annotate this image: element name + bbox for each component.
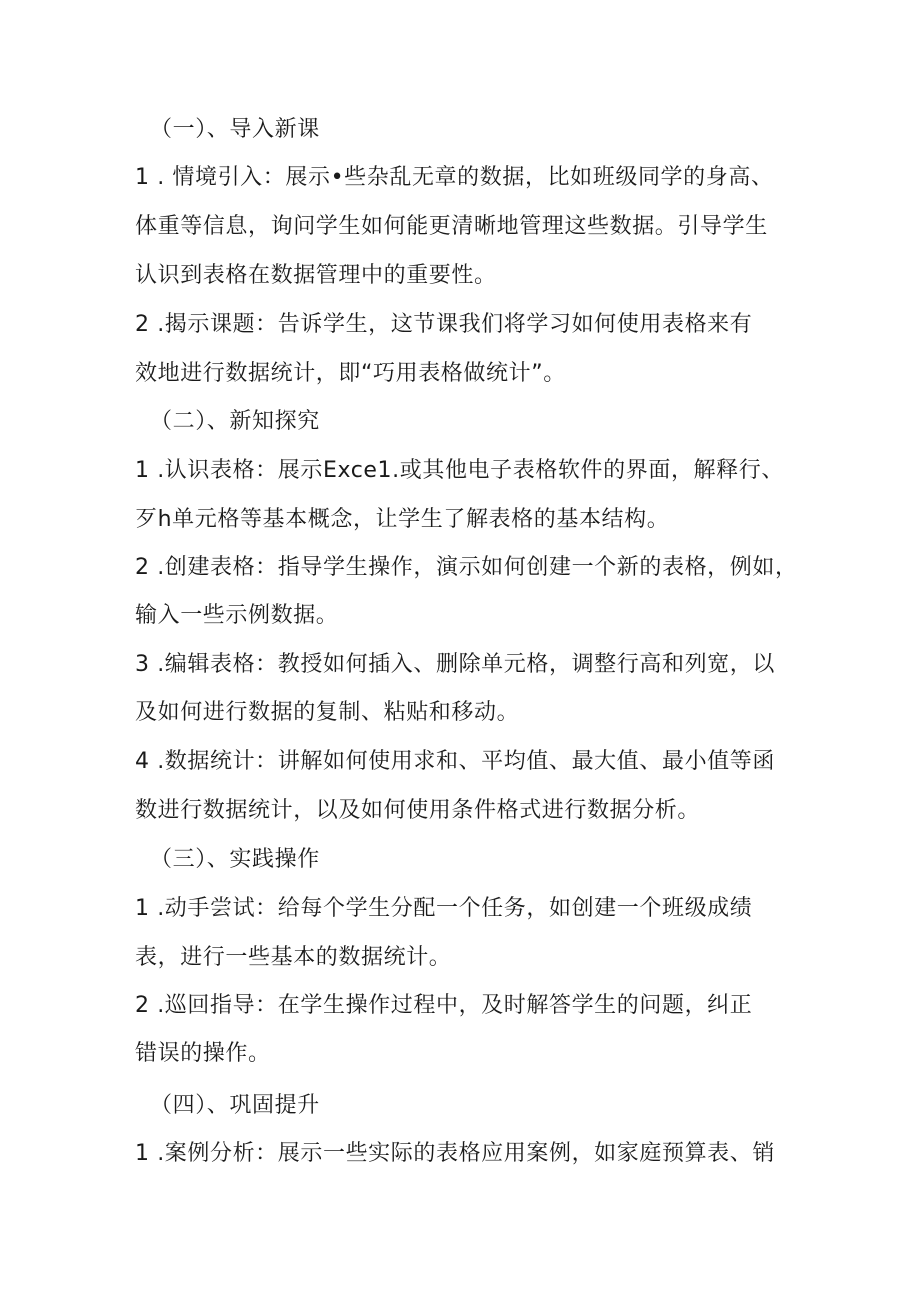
section-heading: （一）、导入新课 (150, 117, 320, 142)
paragraph-line: 4 .数据统计：讲解如何使用求和、平均值、最大值、最小值等函 (135, 749, 775, 774)
paragraph-line: 3 .编辑表格：教授如何插入、删除单元格，调整行高和列宽，以 (135, 652, 775, 677)
paragraph-line: 1 .认识表格：展示Exce1.或其他电子表格软件的界面，解释行、 (135, 458, 784, 483)
paragraph-line: 体重等信息，询问学生如何能更清晰地管理这些数据。引导学生 (135, 214, 768, 239)
paragraph-line: 2 .巡回指导：在学生操作过程中，及时解答学生的问题，纠正 (135, 993, 753, 1018)
paragraph-line: 错误的操作。 (135, 1041, 271, 1066)
paragraph-line: 输入一些示例数据。 (135, 603, 339, 628)
paragraph-line: 表，进行一些基本的数据统计。 (135, 945, 452, 970)
paragraph-line: 及如何进行数据的复制、粘贴和移动。 (135, 700, 520, 725)
paragraph-line: 歹h单元格等基本概念，让学生了解表格的基本结构。 (135, 507, 670, 532)
section-heading: （三）、实践操作 (150, 847, 320, 872)
paragraph-line: 数进行数据统计，以及如何使用条件格式进行数据分析。 (135, 798, 701, 823)
paragraph-line: 1 . 情境引入：展示•些杂乱无章的数据，比如班级同学的身高、 (135, 165, 774, 190)
section-heading: （四）、巩固提升 (150, 1093, 320, 1118)
section-heading: （二）、新知探究 (150, 409, 320, 434)
paragraph-line: 2 .创建表格：指导学生操作，演示如何创建一个新的表格，例如， (135, 555, 798, 580)
paragraph-line: 效地进行数据统计，即“巧用表格做统计”。 (135, 361, 566, 386)
paragraph-line: 2 .揭示课题：告诉学生，这节课我们将学习如何使用表格来有 (135, 312, 753, 337)
paragraph-line: 1 .动手尝试：给每个学生分配一个任务，如创建一个班级成绩 (135, 896, 753, 921)
paragraph-line: 认识到表格在数据管理中的重要性。 (135, 263, 497, 288)
paragraph-line: 1 .案例分析：展示一些实际的表格应用案例，如家庭预算表、销 (135, 1141, 775, 1166)
